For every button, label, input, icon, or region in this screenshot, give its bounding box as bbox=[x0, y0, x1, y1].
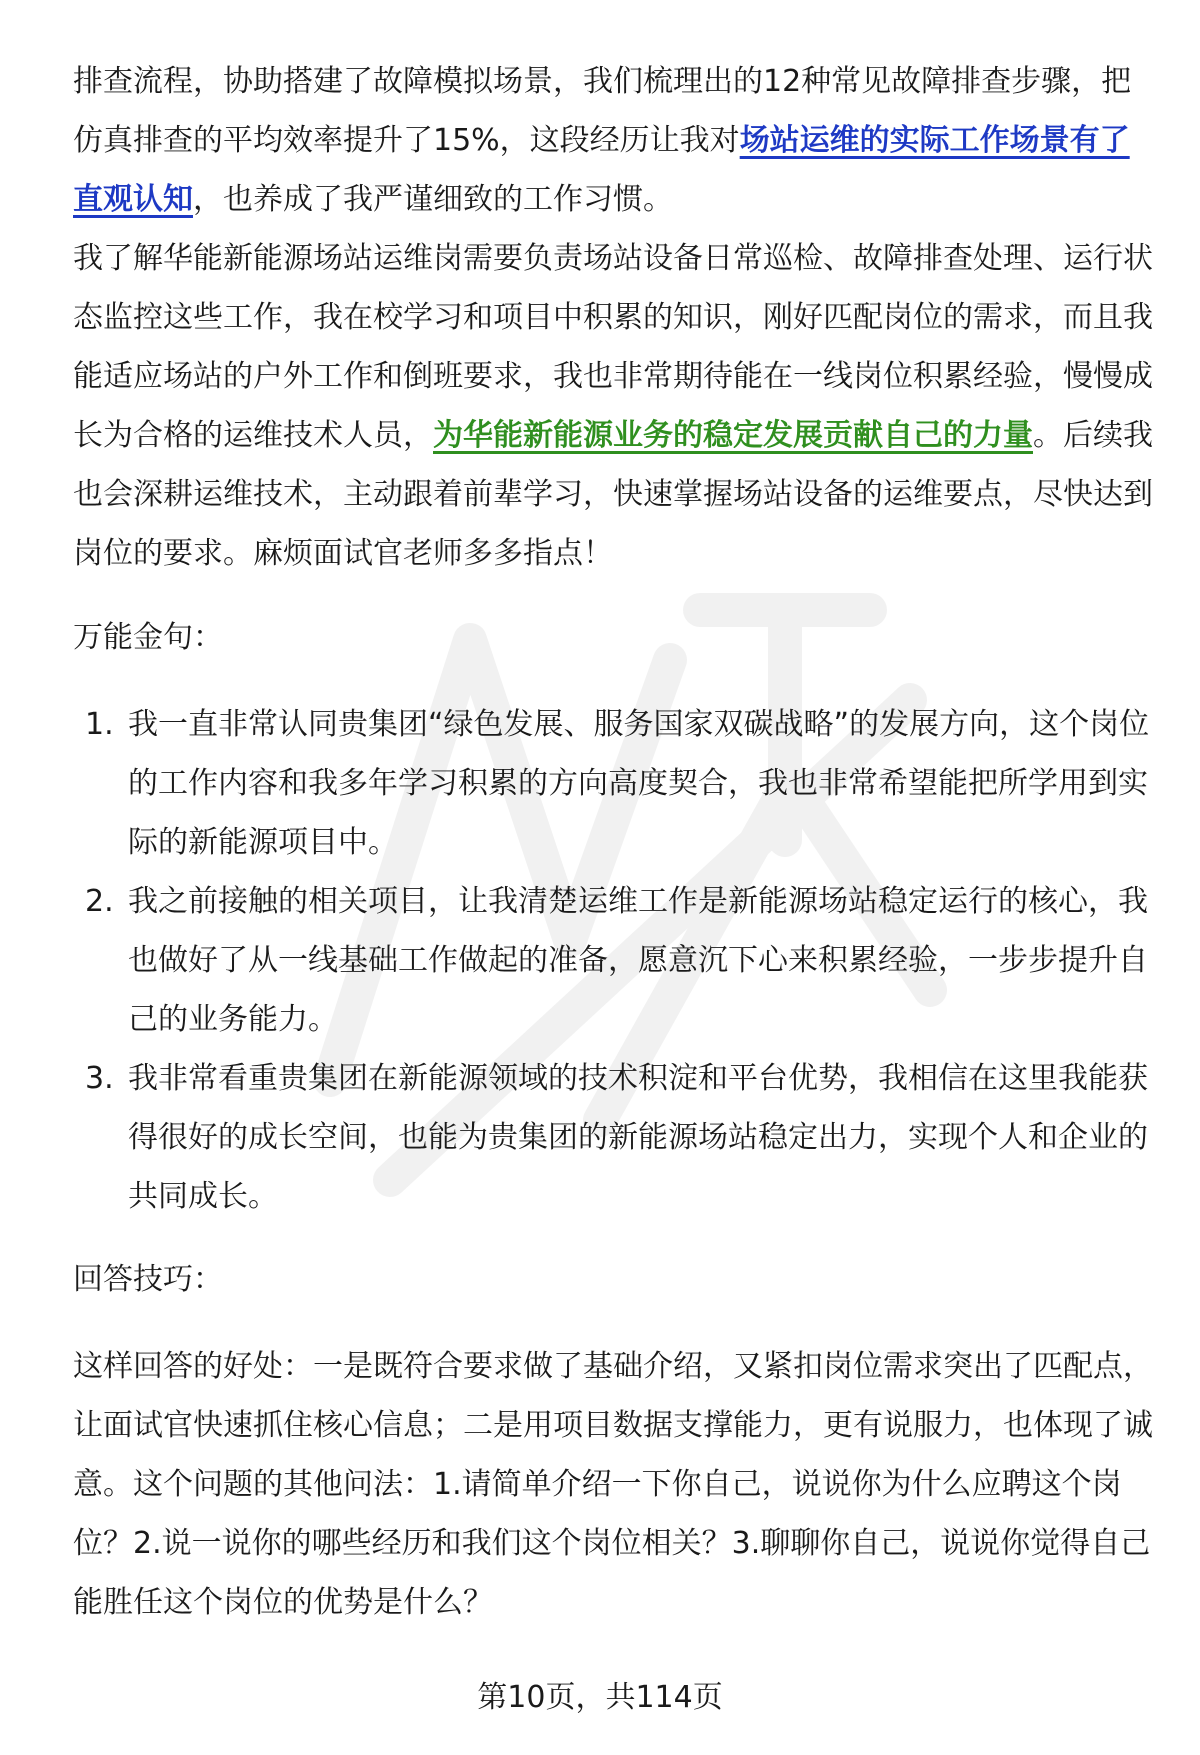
paragraph-job-fit-tail: 。后续我也会深耕运维技术，主动跟着前辈学习，快速掌握场站设备的运维要点，尽快达到岗位的要求。麻烦面试官老师多多指点！ bbox=[73, 418, 1153, 571]
list-item-number: 3. bbox=[85, 1061, 114, 1096]
page-number-footer: 第10页，共114页 bbox=[477, 1680, 723, 1715]
list-item-number: 2. bbox=[85, 884, 114, 919]
list-item-text: 我一直非常认同贵集团“绿色发展、服务国家双碳战略”的发展方向，这个岗位的工作内容和我多年学习积累的方向高度契合，我也非常希望能把所学用到实际的新能源项目中。 bbox=[128, 707, 1150, 860]
list-item bbox=[73, 872, 1153, 1049]
highlight-blue-text: 场站运维的实际工作场景有了直观认知 bbox=[73, 123, 1130, 217]
paragraph-experience-text: 排查流程，协助搭建了故障模拟场景，我们梳理出的12种常见故障排查步骤，把仿真排查的平均效率提升了15%，这段经历让我对 bbox=[73, 64, 1132, 158]
paragraph-job-fit bbox=[73, 229, 1153, 583]
list-item-number: 1. bbox=[85, 707, 114, 742]
highlight-green-text: 为华能新能源业务的稳定发展贡献自己的力量 bbox=[433, 418, 1033, 453]
list-item-text: 我非常看重贵集团在新能源领域的技术积淀和平台优势，我相信在这里我能获得很好的成长空间，也能为贵集团的新能源场站稳定出力，实现个人和企业的共同成长。 bbox=[128, 1061, 1148, 1214]
paragraph-answer-tips: 这样回答的好处：一是既符合要求做了基础介绍，又紧扣岗位需求突出了匹配点，让面试官快速抓住核心信息；二是用项目数据支撑能力，更有说服力，也体现了诚意。这个问题的其他问法：1.请简单介绍一下你自己，说说你为什么应聘这个岗位？2.说一说你的哪些经历和我们这个岗位相关？3.聊聊你自己，说说你觉得自己能胜任这个岗位的优势是什么？ bbox=[73, 1349, 1153, 1620]
paragraph-job-fit-text: 我了解华能新能源场站运维岗需要负责场站设备日常巡检、故障排查处理、运行状态监控这些工作，我在校学习和项目中积累的知识，刚好匹配岗位的需求，而且我能适应场站的户外工作和倒班要求，我也非常期待能在一线岗位积累经验，慢慢成长为合格的运维技术人员， bbox=[73, 241, 1153, 453]
list-item-text: 我之前接触的相关项目，让我清楚运维工作是新能源场站稳定运行的核心，我也做好了从一线基础工作做起的准备，愿意沉下心来积累经验，一步步提升自己的业务能力。 bbox=[128, 884, 1148, 1037]
document-content bbox=[73, 52, 1153, 1632]
list-item bbox=[73, 1049, 1153, 1226]
heading-golden-phrases: 万能金句： bbox=[73, 620, 223, 655]
paragraph-experience bbox=[73, 52, 1153, 229]
paragraph-experience-tail: ，也养成了我严谨细致的工作习惯。 bbox=[193, 182, 673, 217]
golden-phrases-list bbox=[73, 695, 1153, 1226]
heading-answer-tips: 回答技巧： bbox=[73, 1262, 223, 1297]
list-item bbox=[73, 695, 1153, 872]
